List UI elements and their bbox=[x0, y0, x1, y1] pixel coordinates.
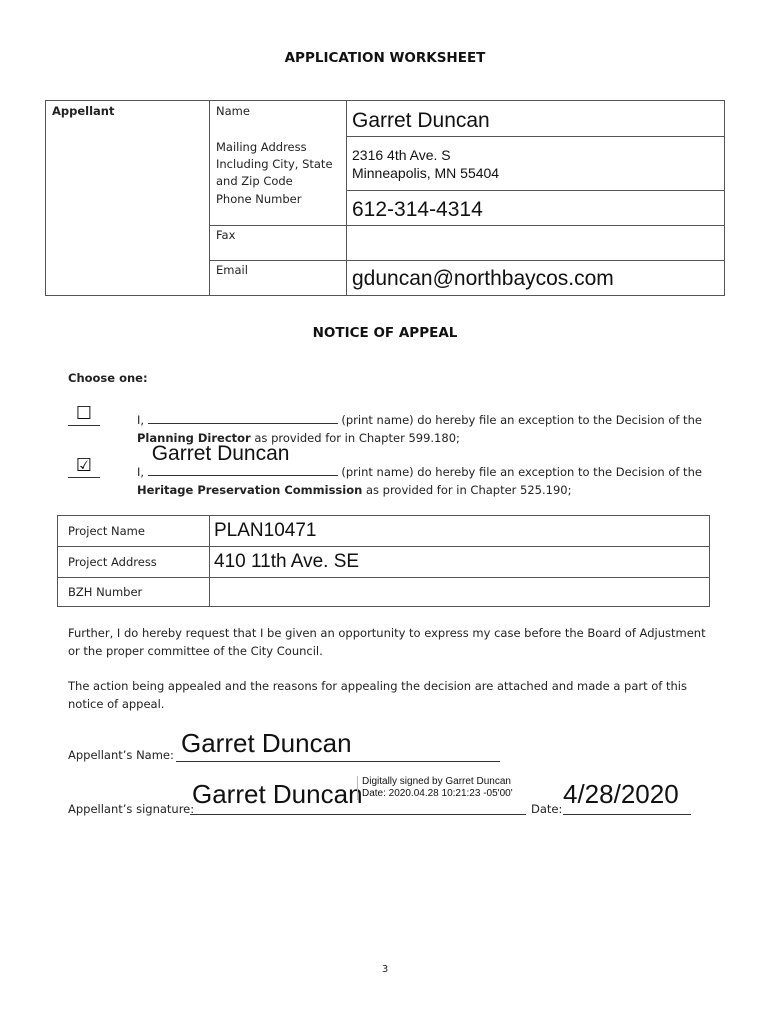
name-value[interactable]: Garret Duncan bbox=[352, 109, 490, 132]
project-name-label: Project Name bbox=[68, 524, 145, 538]
date-value[interactable]: 4/28/2020 bbox=[563, 779, 679, 809]
checkbox-checked-icon: ☑ bbox=[75, 455, 93, 476]
option1-checkbox[interactable] bbox=[68, 403, 100, 426]
phone-label: Phone Number bbox=[216, 192, 302, 206]
option2-print-name-field[interactable]: Garret Duncan bbox=[151, 442, 290, 465]
page-title: APPLICATION WORKSHEET bbox=[284, 50, 486, 66]
page-number: 3 bbox=[381, 964, 389, 975]
mailing-address-label: Mailing Address Including City, State and Zip Code bbox=[216, 140, 333, 188]
appellant-name-line bbox=[176, 761, 500, 762]
email-value[interactable]: gduncan@northbaycos.com bbox=[352, 267, 614, 290]
digital-signature-block: Digitally signed by Garret Duncan Date: 2020.04.28 10:21:23 -05'00' bbox=[357, 776, 513, 800]
checkbox-empty-icon: ☐ bbox=[75, 403, 93, 424]
appellant-table bbox=[45, 100, 725, 296]
request-paragraph: Further, I do hereby request that I be given an opportunity to express my case before the Board of Adjustment or the proper committee of the City Council. bbox=[68, 626, 706, 658]
appellant-name-label: Appellant’s Name: bbox=[68, 748, 174, 762]
option1-text: I, (print name) do hereby file an exception to the Decision of the Planning Director as provided for in Chapter 599.180; bbox=[137, 413, 702, 445]
mailing-address-value[interactable]: 2316 4th Ave. S Minneapolis, MN 55404 bbox=[352, 147, 500, 181]
project-table bbox=[57, 515, 710, 607]
signature-line bbox=[190, 814, 526, 815]
option2-checkbox[interactable] bbox=[68, 455, 100, 478]
project-address-value[interactable]: 410 11th Ave. SE bbox=[214, 551, 360, 572]
option1-print-name-field[interactable] bbox=[148, 411, 338, 424]
appellant-name-value[interactable]: Garret Duncan bbox=[181, 728, 352, 758]
signature-label: Appellant’s signature: bbox=[68, 802, 195, 816]
fax-label: Fax bbox=[216, 228, 236, 242]
action-paragraph: The action being appealed and the reasons for appealing the decision are attached and made a part of this notice of appeal. bbox=[68, 679, 687, 711]
option2-text: I, Garret Duncan (print name) do hereby file an exception to the Decision of the Heritage Preservation Commission as provided for in Chapter 525.190; bbox=[137, 442, 702, 497]
email-label: Email bbox=[216, 263, 248, 277]
date-label: Date: bbox=[531, 802, 563, 816]
project-address-label: Project Address bbox=[68, 555, 157, 569]
appellant-section-label: Appellant bbox=[52, 104, 115, 118]
name-label: Name bbox=[216, 104, 250, 118]
project-name-value[interactable]: PLAN10471 bbox=[214, 520, 317, 541]
notice-title: NOTICE OF APPEAL bbox=[312, 325, 458, 341]
date-line bbox=[563, 814, 691, 815]
choose-one-label: Choose one: bbox=[68, 371, 148, 385]
signature-value[interactable]: Garret Duncan bbox=[192, 779, 363, 809]
bzh-number-label: BZH Number bbox=[68, 585, 143, 599]
phone-value[interactable]: 612-314-4314 bbox=[352, 198, 483, 221]
